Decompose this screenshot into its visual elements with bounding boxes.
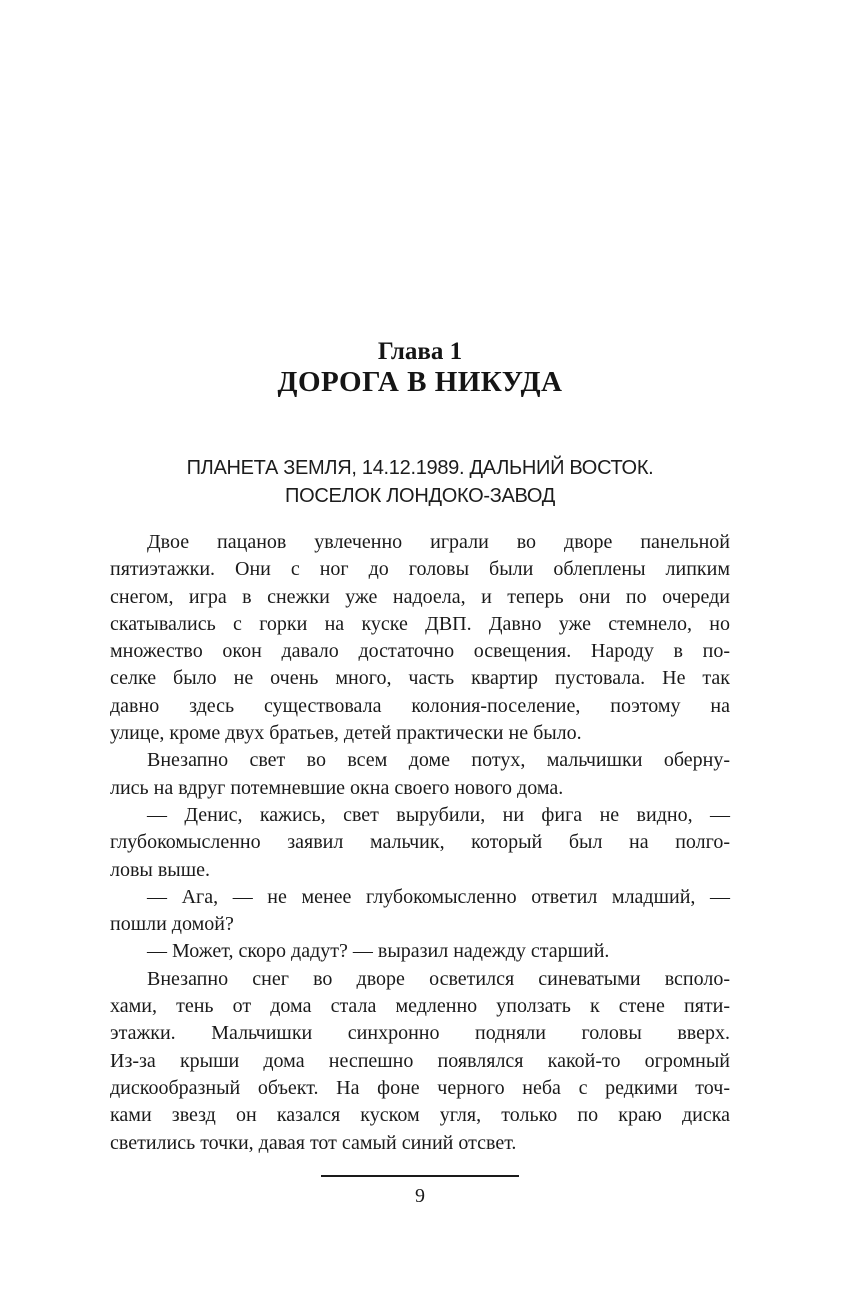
- text-line: глубокомысленно заявил мальчик, который был на полго-: [110, 831, 730, 854]
- text-line: давно здесь существовала колония-поселение, поэтому на: [110, 694, 730, 717]
- page-footer: [110, 1175, 730, 1208]
- text-line: лись на вдруг потемневшие окна своего нового дома.: [110, 776, 564, 799]
- chapter-title: ДОРОГА В НИКУДА: [277, 366, 563, 398]
- page-number: 9: [415, 1184, 425, 1207]
- text-line: — Денис, кажись, свет вырубили, ни фига не видно, —: [147, 803, 730, 826]
- text-line: Внезапно снег во дворе осветился синеватыми всполо-: [147, 967, 730, 990]
- paragraph: [110, 529, 730, 747]
- text-line: снегом, игра в снежки уже надоела, и теперь они по очереди: [110, 585, 730, 608]
- paragraph: [110, 966, 730, 1157]
- text-line: этажки. Мальчишки синхронно подняли головы вверх.: [110, 1022, 730, 1045]
- paragraph: [110, 884, 730, 939]
- text-line: светились точки, давая тот самый синий отсвет.: [110, 1131, 517, 1154]
- paragraph: [110, 747, 730, 802]
- text-line: ками звезд он казался куском угля, только по краю диска: [110, 1104, 730, 1127]
- section-heading-line-2: ПОСЕЛОК ЛОНДОКО-ЗАВОД: [285, 484, 555, 507]
- text-line: Внезапно свет во всем доме потух, мальчишки оберну-: [147, 749, 730, 772]
- paragraph: [110, 802, 730, 884]
- text-line: ловы выше.: [110, 858, 211, 881]
- text-line: — Ага, — не менее глубокомысленно ответил младший, —: [147, 885, 730, 908]
- section-heading-line-1: ПЛАНЕТА ЗЕМЛЯ, 14.12.1989. ДАЛЬНИЙ ВОСТОК.: [186, 457, 654, 479]
- body-text: [110, 529, 730, 1157]
- page-content: [110, 0, 730, 1208]
- paragraph: [110, 938, 730, 965]
- text-line: пошли домой?: [110, 913, 234, 936]
- text-line: скатывались с горки на куске ДВП. Давно уже стемнело, но: [110, 612, 730, 635]
- text-line: Из-за крыши дома неспешно появлялся какой-то огромный: [110, 1049, 730, 1072]
- text-line: улице, кроме двух братьев, детей практически не было.: [110, 722, 582, 745]
- text-line: хами, тень от дома стала медленно уползать к стене пяти-: [110, 995, 730, 1018]
- footer-divider: [321, 1175, 519, 1177]
- chapter-label: Глава 1: [377, 338, 463, 365]
- section-heading: [110, 455, 730, 510]
- chapter-heading: [110, 338, 730, 399]
- text-line: пятиэтажки. Они с ног до головы были облеплены липким: [110, 558, 730, 581]
- text-line: Двое пацанов увлеченно играли во дворе панельной: [147, 531, 730, 553]
- text-line: селке было не очень много, часть квартир пустовала. Не так: [110, 667, 730, 690]
- text-line: множество окон давало достаточно освещения. Народу в по-: [110, 640, 730, 663]
- text-line: — Может, скоро дадут? — выразил надежду старший.: [147, 940, 610, 963]
- text-line: дискообразный объект. На фоне черного неба с редкими точ-: [110, 1076, 730, 1099]
